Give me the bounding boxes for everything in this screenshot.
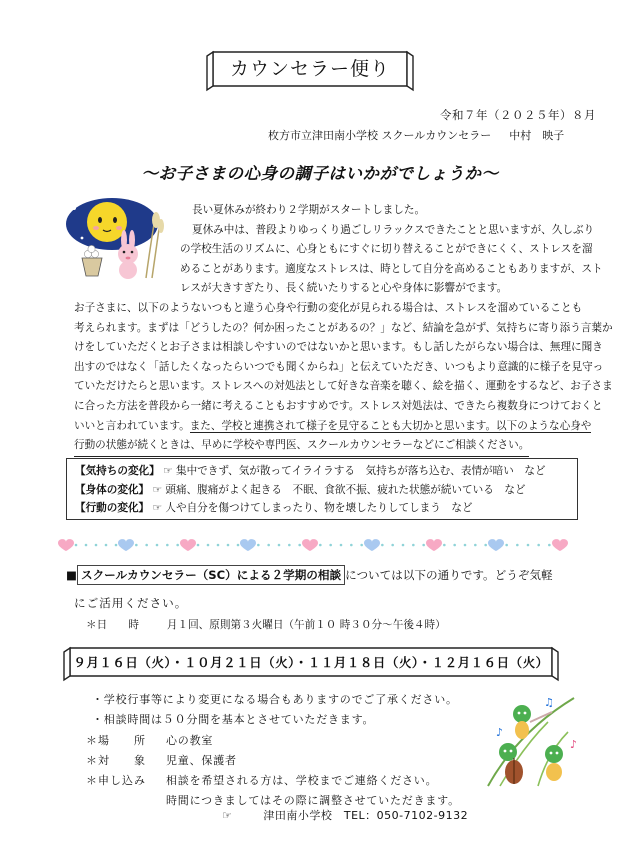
dot-icon	[156, 544, 159, 547]
intro-line: レスが大きすぎたり、長く続いたりすると心や身体に影響がでます。	[180, 282, 508, 295]
intro-line: の学校生活のリズムに、心身ともにすぐに切り替えることができにくく、ストレスを溜	[180, 243, 593, 256]
dot-icon	[360, 544, 363, 547]
apply-continued: 時間につきましてはその際に調整させていただきます。	[166, 794, 460, 807]
advice-line: に合った方法を普段から一緒に考えることもおすすめです。ストレス対処法は、できたら複数身につけておくと	[74, 399, 603, 412]
heart-icon	[302, 539, 318, 551]
dot-icon	[197, 544, 200, 547]
headline: ～お子さまの心身の調子はいかがでしょうか～	[141, 164, 499, 183]
dot-icon	[105, 544, 108, 547]
consult-info	[86, 731, 460, 811]
dot-icon	[298, 544, 301, 547]
dot-icon	[537, 544, 540, 547]
school-name: 枚方市立津田南小学校	[268, 129, 378, 142]
dot-icon	[484, 544, 487, 547]
apply-label: ＊申し込み	[86, 774, 146, 787]
intro-line: 夏休み中は、普段よりゆっくり過ごしリラックスできたことと思いますが、久しぶり	[192, 223, 595, 236]
advice-line: お子さまに、以下のようないつもと違う心身や行動の変化が見られる場合は、ストレスを溜めていることも	[74, 302, 583, 314]
heart-icon	[364, 539, 380, 551]
title-banner	[205, 48, 415, 94]
consult-title-box: スクールカウンセラー（SC）による２学期の相談	[77, 565, 345, 585]
note-item: ・相談時間は５０分間を基本とさせていただきます。	[92, 713, 375, 726]
sign-text: 人や自分を傷つけてしまったり、物を壊したりしてしまう など	[165, 502, 473, 514]
schedule-label: ＊日 時	[86, 619, 139, 631]
sign-text: 集中できず、気が散ってイライラする 気持ちが落ち込む、表情が暗い など	[176, 465, 546, 477]
sign-label: 【身体の変化】	[75, 483, 150, 496]
sign-label: 【行動の変化】	[75, 502, 150, 514]
dot-icon	[85, 544, 88, 547]
dot-icon	[464, 544, 467, 547]
heart-divider-art	[56, 536, 584, 552]
target-row	[86, 751, 460, 771]
advice-line-underlined	[74, 417, 592, 437]
dot-icon	[505, 544, 508, 547]
dot-icon	[453, 544, 456, 547]
moon-rabbit-illustration	[60, 188, 180, 284]
dot-icon	[548, 544, 551, 547]
heart-icon	[552, 539, 568, 551]
apply-row	[86, 771, 460, 791]
schedule-line	[86, 617, 446, 632]
sign-text: 頭痛、腹痛がよく起きる 不眠、食欲不振、疲れた状態が続いている など	[165, 483, 526, 496]
dot-icon	[516, 544, 519, 547]
heart-icon	[180, 539, 196, 551]
counselor-name: 中村 映子	[509, 129, 565, 142]
advice-line-underlined: 行動の状態が続くときは、早めに学校や専門医、スクールカウンセラーなどにご相談ください。	[74, 436, 529, 457]
insect-band-illustration	[478, 692, 588, 788]
dot-icon	[319, 544, 322, 547]
dot-icon	[402, 544, 405, 547]
dot-icon	[115, 544, 118, 547]
dates-banner	[62, 645, 560, 682]
apply-value: 相談を希望される方は、学校までご連絡ください。	[166, 774, 438, 787]
svg-text:♪: ♪	[496, 726, 504, 739]
svg-text:♫: ♫	[544, 696, 554, 709]
dot-icon	[227, 544, 230, 547]
intro-paragraph	[180, 201, 603, 299]
dot-icon	[381, 544, 384, 547]
pointing-hand-icon: ☞	[222, 809, 233, 822]
dot-icon	[278, 544, 281, 547]
dot-icon	[176, 544, 179, 547]
place-value: 心の教室	[166, 734, 214, 747]
consult-heading	[66, 565, 553, 585]
sign-row-body	[75, 481, 569, 500]
contact-info: 津田南小学校 TEL：050-7102-9132	[263, 809, 469, 822]
dot-icon	[95, 544, 98, 547]
pointing-hand-icon: ☞	[163, 465, 173, 477]
dot-icon	[412, 544, 415, 547]
advice-line: ていただけたらと思います。ストレスへの対処法として好きな音楽を聴く、絵を描く、運動をするなど、お子さま	[74, 380, 613, 393]
pointing-hand-icon: ☞	[152, 502, 163, 514]
intro-line: めることがあります。適度なストレスは、時として自分を高めることもありますが、スト	[180, 262, 603, 275]
heart-icon	[426, 539, 442, 551]
square-bullet-icon: ■	[66, 568, 77, 582]
consult-dates: ９月１６日（火）・１０月２１日（火）・１１月１８日（火）・１２月１６日（火）	[73, 655, 549, 670]
dot-icon	[267, 544, 270, 547]
schedule-text: 月１回、原則第３火曜日（午前１０ 時３０分～午後４時）	[166, 619, 446, 631]
intro-line: 長い夏休みが終わり２学期がスタートしました。	[192, 204, 426, 216]
consult-title-suffix: については以下の通りです。どうぞ気軽	[345, 568, 553, 582]
underlined-text: また、学校と連携されて様子を見守ることも大切かと思います。以下のような心身や	[189, 419, 592, 432]
sign-row-behavior	[75, 499, 569, 518]
issue-date: 令和７年（２０２５年）８月	[440, 108, 596, 122]
sign-row-feelings	[75, 462, 569, 481]
consult-line2: にご活用ください。	[74, 596, 188, 610]
target-value: 児童、保護者	[166, 754, 237, 767]
dot-icon	[237, 544, 240, 547]
note-item: ・学校行事等により変更になる場合もありますのでご了承ください。	[92, 693, 458, 706]
dot-icon	[75, 544, 78, 547]
newsletter-title: カウンセラー便り	[229, 58, 390, 80]
heart-icon	[240, 539, 256, 551]
heart-icon	[118, 539, 134, 551]
dot-icon	[257, 544, 260, 547]
pointing-hand-icon: ☞	[152, 483, 163, 496]
dot-icon	[329, 544, 332, 547]
advice-line: 出すのではなく「話したくなったらいつでも聞くからね」と伝えていただき、いつもより意識的に様子を見守っ	[74, 360, 604, 373]
warning-signs-box	[66, 458, 578, 520]
dot-icon	[474, 544, 477, 547]
dot-icon	[527, 544, 530, 547]
advice-line-prefix: いいと言われています。	[74, 419, 190, 432]
dot-icon	[135, 544, 138, 547]
heart-divider	[56, 536, 584, 552]
advice-line: けをしていただくとお子さまは相談しやすいのではないかと思います。もし話したがらない場合は、無理に聞き	[74, 341, 603, 354]
heart-icon	[58, 539, 74, 551]
dot-icon	[422, 544, 425, 547]
author-line	[268, 127, 564, 143]
sign-label: 【気持ちの変化】	[75, 465, 160, 477]
svg-text:♪: ♪	[570, 738, 578, 751]
dot-icon	[217, 544, 220, 547]
dot-icon	[391, 544, 394, 547]
place-label: ＊場 所	[86, 734, 146, 747]
dot-icon	[207, 544, 210, 547]
dot-icon	[340, 544, 343, 547]
advice-line: 考えられます。まずは「どうしたの？何か困ったことがあるの？」など、結論を急がず、気持ちに寄り添う言葉か	[74, 321, 613, 334]
target-label: ＊対 象	[86, 754, 146, 767]
place-row	[86, 731, 460, 751]
heart-icon	[488, 539, 504, 551]
contact-line	[222, 807, 468, 823]
advice-paragraph	[74, 299, 613, 457]
dot-icon	[443, 544, 446, 547]
dot-icon	[350, 544, 353, 547]
consult-notes	[92, 690, 458, 730]
dot-icon	[166, 544, 169, 547]
dot-icon	[288, 544, 291, 547]
author-role: スクールカウンセラー	[381, 129, 492, 142]
dot-icon	[145, 544, 148, 547]
